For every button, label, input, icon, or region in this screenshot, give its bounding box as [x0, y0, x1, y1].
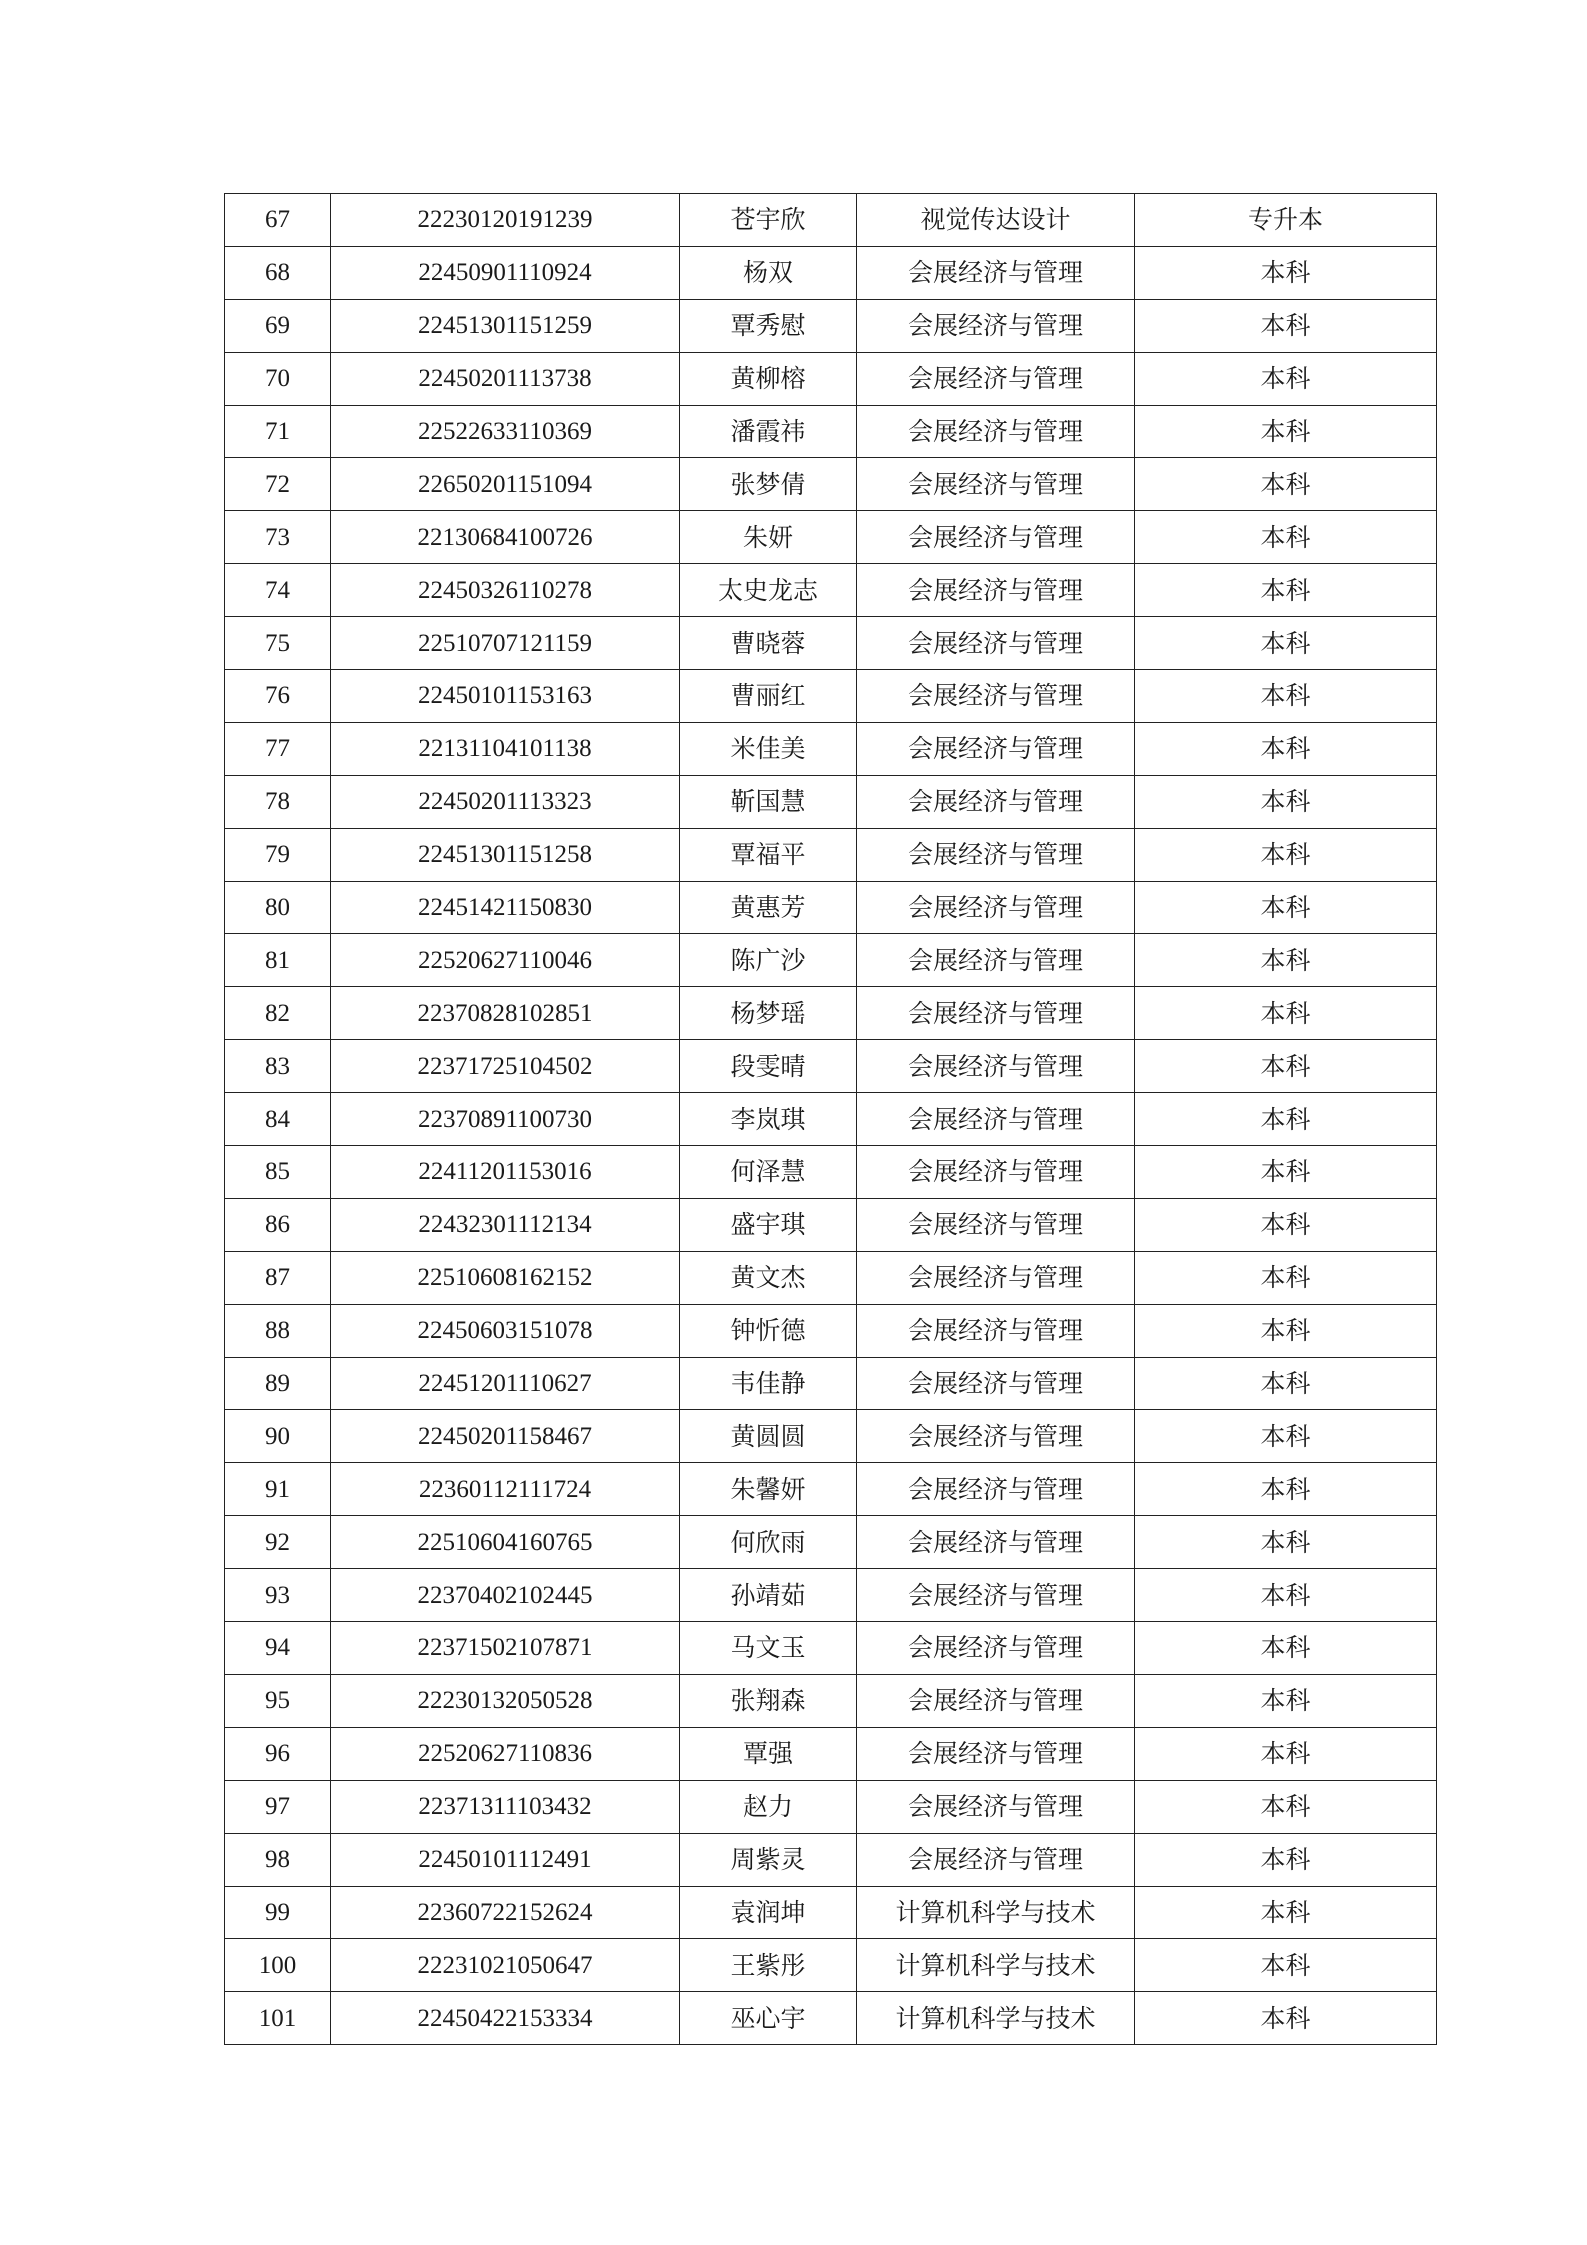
row-major: 会展经济与管理	[857, 1674, 1135, 1727]
row-student-id: 22450201113323	[331, 775, 680, 828]
row-education-level: 本科	[1135, 987, 1437, 1040]
row-sequence-number: 91	[225, 1463, 331, 1516]
table-row	[225, 1516, 1437, 1569]
table-row	[225, 670, 1437, 723]
row-student-name: 太史龙志	[680, 564, 857, 617]
row-major: 会展经济与管理	[857, 722, 1135, 775]
row-education-level: 本科	[1135, 934, 1437, 987]
table-row	[225, 934, 1437, 987]
table-row	[225, 511, 1437, 564]
row-student-id: 22451201110627	[331, 1357, 680, 1410]
row-sequence-number: 87	[225, 1251, 331, 1304]
table-row	[225, 987, 1437, 1040]
row-sequence-number: 67	[225, 194, 331, 247]
row-student-name: 黄文杰	[680, 1251, 857, 1304]
row-student-id: 22510604160765	[331, 1516, 680, 1569]
row-education-level: 专升本	[1135, 194, 1437, 247]
row-education-level: 本科	[1135, 1569, 1437, 1622]
row-education-level: 本科	[1135, 828, 1437, 881]
row-major: 会展经济与管理	[857, 1251, 1135, 1304]
row-education-level: 本科	[1135, 458, 1437, 511]
row-sequence-number: 90	[225, 1410, 331, 1463]
table-row	[225, 1727, 1437, 1780]
row-student-name: 潘霞祎	[680, 405, 857, 458]
row-major: 会展经济与管理	[857, 1727, 1135, 1780]
row-sequence-number: 95	[225, 1674, 331, 1727]
row-student-name: 马文玉	[680, 1622, 857, 1675]
row-student-id: 22450201158467	[331, 1410, 680, 1463]
row-student-id: 22451301151259	[331, 299, 680, 352]
row-major: 会展经济与管理	[857, 1410, 1135, 1463]
row-student-id: 22520627110046	[331, 934, 680, 987]
row-student-name: 何欣雨	[680, 1516, 857, 1569]
row-student-id: 22450326110278	[331, 564, 680, 617]
row-student-name: 朱馨妍	[680, 1463, 857, 1516]
row-major: 计算机科学与技术	[857, 1939, 1135, 1992]
row-sequence-number: 94	[225, 1622, 331, 1675]
row-student-id: 22370828102851	[331, 987, 680, 1040]
row-sequence-number: 69	[225, 299, 331, 352]
row-student-name: 靳国慧	[680, 775, 857, 828]
row-major: 视觉传达设计	[857, 194, 1135, 247]
row-major: 会展经济与管理	[857, 299, 1135, 352]
row-student-name: 张翔森	[680, 1674, 857, 1727]
row-sequence-number: 75	[225, 617, 331, 670]
row-major: 会展经济与管理	[857, 1622, 1135, 1675]
row-student-id: 22360112111724	[331, 1463, 680, 1516]
row-student-name: 孙靖茹	[680, 1569, 857, 1622]
row-sequence-number: 96	[225, 1727, 331, 1780]
row-sequence-number: 78	[225, 775, 331, 828]
row-student-id: 22510707121159	[331, 617, 680, 670]
row-student-name: 韦佳静	[680, 1357, 857, 1410]
row-major: 会展经济与管理	[857, 1357, 1135, 1410]
row-education-level: 本科	[1135, 881, 1437, 934]
row-student-name: 盛宇琪	[680, 1198, 857, 1251]
row-education-level: 本科	[1135, 1198, 1437, 1251]
table-row	[225, 246, 1437, 299]
row-student-id: 22432301112134	[331, 1198, 680, 1251]
table-row	[225, 458, 1437, 511]
row-major: 会展经济与管理	[857, 934, 1135, 987]
table-row	[225, 405, 1437, 458]
row-major: 会展经济与管理	[857, 828, 1135, 881]
row-student-id: 22450101112491	[331, 1833, 680, 1886]
row-student-id: 22370402102445	[331, 1569, 680, 1622]
row-sequence-number: 73	[225, 511, 331, 564]
row-student-id: 22230132050528	[331, 1674, 680, 1727]
row-student-id: 22231021050647	[331, 1939, 680, 1992]
table-row	[225, 775, 1437, 828]
row-student-name: 覃秀慰	[680, 299, 857, 352]
table-row	[225, 1939, 1437, 1992]
row-education-level: 本科	[1135, 1674, 1437, 1727]
row-student-name: 段雯晴	[680, 1040, 857, 1093]
row-student-name: 曹丽红	[680, 670, 857, 723]
row-education-level: 本科	[1135, 1463, 1437, 1516]
table-row	[225, 1251, 1437, 1304]
row-student-name: 苍宇欣	[680, 194, 857, 247]
row-education-level: 本科	[1135, 1146, 1437, 1199]
table-row	[225, 194, 1437, 247]
row-student-id: 22450901110924	[331, 246, 680, 299]
row-sequence-number: 101	[225, 1992, 331, 2045]
table-row	[225, 1886, 1437, 1939]
table-row	[225, 1833, 1437, 1886]
row-student-name: 陈广沙	[680, 934, 857, 987]
row-major: 会展经济与管理	[857, 246, 1135, 299]
row-major: 会展经济与管理	[857, 1569, 1135, 1622]
table-row	[225, 299, 1437, 352]
table-row	[225, 1198, 1437, 1251]
row-student-id: 22130684100726	[331, 511, 680, 564]
row-education-level: 本科	[1135, 1357, 1437, 1410]
row-major: 会展经济与管理	[857, 511, 1135, 564]
row-student-id: 22450603151078	[331, 1304, 680, 1357]
row-student-id: 22522633110369	[331, 405, 680, 458]
row-education-level: 本科	[1135, 1304, 1437, 1357]
row-major: 会展经济与管理	[857, 1040, 1135, 1093]
row-sequence-number: 77	[225, 722, 331, 775]
row-student-name: 袁润坤	[680, 1886, 857, 1939]
row-major: 会展经济与管理	[857, 987, 1135, 1040]
row-student-name: 黄惠芳	[680, 881, 857, 934]
row-major: 会展经济与管理	[857, 458, 1135, 511]
table-row	[225, 1146, 1437, 1199]
row-student-name: 张梦倩	[680, 458, 857, 511]
row-education-level: 本科	[1135, 1886, 1437, 1939]
row-major: 会展经济与管理	[857, 564, 1135, 617]
row-sequence-number: 83	[225, 1040, 331, 1093]
row-education-level: 本科	[1135, 1992, 1437, 2045]
row-major: 计算机科学与技术	[857, 1992, 1135, 2045]
row-sequence-number: 80	[225, 881, 331, 934]
row-student-name: 钟忻德	[680, 1304, 857, 1357]
row-sequence-number: 98	[225, 1833, 331, 1886]
row-student-id: 22650201151094	[331, 458, 680, 511]
row-sequence-number: 86	[225, 1198, 331, 1251]
row-student-name: 何泽慧	[680, 1146, 857, 1199]
row-student-name: 朱妍	[680, 511, 857, 564]
row-major: 会展经济与管理	[857, 352, 1135, 405]
row-student-name: 覃福平	[680, 828, 857, 881]
row-education-level: 本科	[1135, 1040, 1437, 1093]
row-education-level: 本科	[1135, 775, 1437, 828]
row-student-name: 周紫灵	[680, 1833, 857, 1886]
row-sequence-number: 76	[225, 670, 331, 723]
row-education-level: 本科	[1135, 352, 1437, 405]
row-major: 计算机科学与技术	[857, 1886, 1135, 1939]
row-major: 会展经济与管理	[857, 1146, 1135, 1199]
table-row	[225, 1622, 1437, 1675]
row-student-id: 22371311103432	[331, 1780, 680, 1833]
row-education-level: 本科	[1135, 1093, 1437, 1146]
row-education-level: 本科	[1135, 722, 1437, 775]
roster-table-body	[225, 194, 1437, 2045]
row-major: 会展经济与管理	[857, 1516, 1135, 1569]
row-sequence-number: 72	[225, 458, 331, 511]
row-major: 会展经济与管理	[857, 670, 1135, 723]
row-student-name: 杨梦瑶	[680, 987, 857, 1040]
row-student-name: 覃强	[680, 1727, 857, 1780]
row-student-id: 22360722152624	[331, 1886, 680, 1939]
row-student-id: 22370891100730	[331, 1093, 680, 1146]
row-student-name: 米佳美	[680, 722, 857, 775]
row-student-name: 黄柳榕	[680, 352, 857, 405]
row-major: 会展经济与管理	[857, 881, 1135, 934]
table-row	[225, 881, 1437, 934]
row-student-id: 22450422153334	[331, 1992, 680, 2045]
row-sequence-number: 71	[225, 405, 331, 458]
row-sequence-number: 97	[225, 1780, 331, 1833]
row-major: 会展经济与管理	[857, 775, 1135, 828]
table-row	[225, 1357, 1437, 1410]
table-row	[225, 1992, 1437, 2045]
table-row	[225, 1463, 1437, 1516]
table-row	[225, 1410, 1437, 1463]
row-student-id: 22131104101138	[331, 722, 680, 775]
row-student-name: 王紫彤	[680, 1939, 857, 1992]
row-student-id: 22520627110836	[331, 1727, 680, 1780]
row-sequence-number: 89	[225, 1357, 331, 1410]
row-education-level: 本科	[1135, 299, 1437, 352]
row-education-level: 本科	[1135, 1251, 1437, 1304]
row-student-id: 22451301151258	[331, 828, 680, 881]
row-student-id: 22411201153016	[331, 1146, 680, 1199]
row-sequence-number: 81	[225, 934, 331, 987]
table-row	[225, 352, 1437, 405]
row-student-name: 黄圆圆	[680, 1410, 857, 1463]
row-education-level: 本科	[1135, 511, 1437, 564]
row-major: 会展经济与管理	[857, 1093, 1135, 1146]
row-education-level: 本科	[1135, 1622, 1437, 1675]
row-student-id: 22451421150830	[331, 881, 680, 934]
table-row	[225, 722, 1437, 775]
row-sequence-number: 85	[225, 1146, 331, 1199]
row-major: 会展经济与管理	[857, 1304, 1135, 1357]
row-major: 会展经济与管理	[857, 1463, 1135, 1516]
row-sequence-number: 82	[225, 987, 331, 1040]
row-major: 会展经济与管理	[857, 1198, 1135, 1251]
row-sequence-number: 70	[225, 352, 331, 405]
table-row	[225, 1780, 1437, 1833]
table-row	[225, 1040, 1437, 1093]
row-major: 会展经济与管理	[857, 405, 1135, 458]
row-student-name: 曹晓蓉	[680, 617, 857, 670]
row-sequence-number: 100	[225, 1939, 331, 1992]
row-student-name: 杨双	[680, 246, 857, 299]
row-sequence-number: 92	[225, 1516, 331, 1569]
row-sequence-number: 68	[225, 246, 331, 299]
row-education-level: 本科	[1135, 1516, 1437, 1569]
row-student-name: 李岚琪	[680, 1093, 857, 1146]
row-major: 会展经济与管理	[857, 617, 1135, 670]
row-student-id: 22230120191239	[331, 194, 680, 247]
row-sequence-number: 84	[225, 1093, 331, 1146]
row-education-level: 本科	[1135, 670, 1437, 723]
row-sequence-number: 99	[225, 1886, 331, 1939]
row-education-level: 本科	[1135, 564, 1437, 617]
row-student-id: 22371725104502	[331, 1040, 680, 1093]
row-student-name: 巫心宇	[680, 1992, 857, 2045]
row-sequence-number: 79	[225, 828, 331, 881]
row-student-id: 22510608162152	[331, 1251, 680, 1304]
row-education-level: 本科	[1135, 405, 1437, 458]
table-row	[225, 828, 1437, 881]
row-major: 会展经济与管理	[857, 1780, 1135, 1833]
row-education-level: 本科	[1135, 246, 1437, 299]
row-education-level: 本科	[1135, 1727, 1437, 1780]
row-education-level: 本科	[1135, 1780, 1437, 1833]
row-education-level: 本科	[1135, 1410, 1437, 1463]
table-row	[225, 1093, 1437, 1146]
row-student-id: 22371502107871	[331, 1622, 680, 1675]
row-education-level: 本科	[1135, 1939, 1437, 1992]
student-roster-table	[224, 193, 1437, 2045]
row-sequence-number: 74	[225, 564, 331, 617]
row-major: 会展经济与管理	[857, 1833, 1135, 1886]
row-education-level: 本科	[1135, 617, 1437, 670]
row-student-id: 22450201113738	[331, 352, 680, 405]
table-row	[225, 1569, 1437, 1622]
row-education-level: 本科	[1135, 1833, 1437, 1886]
table-row	[225, 1674, 1437, 1727]
table-row	[225, 564, 1437, 617]
row-sequence-number: 93	[225, 1569, 331, 1622]
table-row	[225, 617, 1437, 670]
row-sequence-number: 88	[225, 1304, 331, 1357]
row-student-id: 22450101153163	[331, 670, 680, 723]
table-row	[225, 1304, 1437, 1357]
row-student-name: 赵力	[680, 1780, 857, 1833]
